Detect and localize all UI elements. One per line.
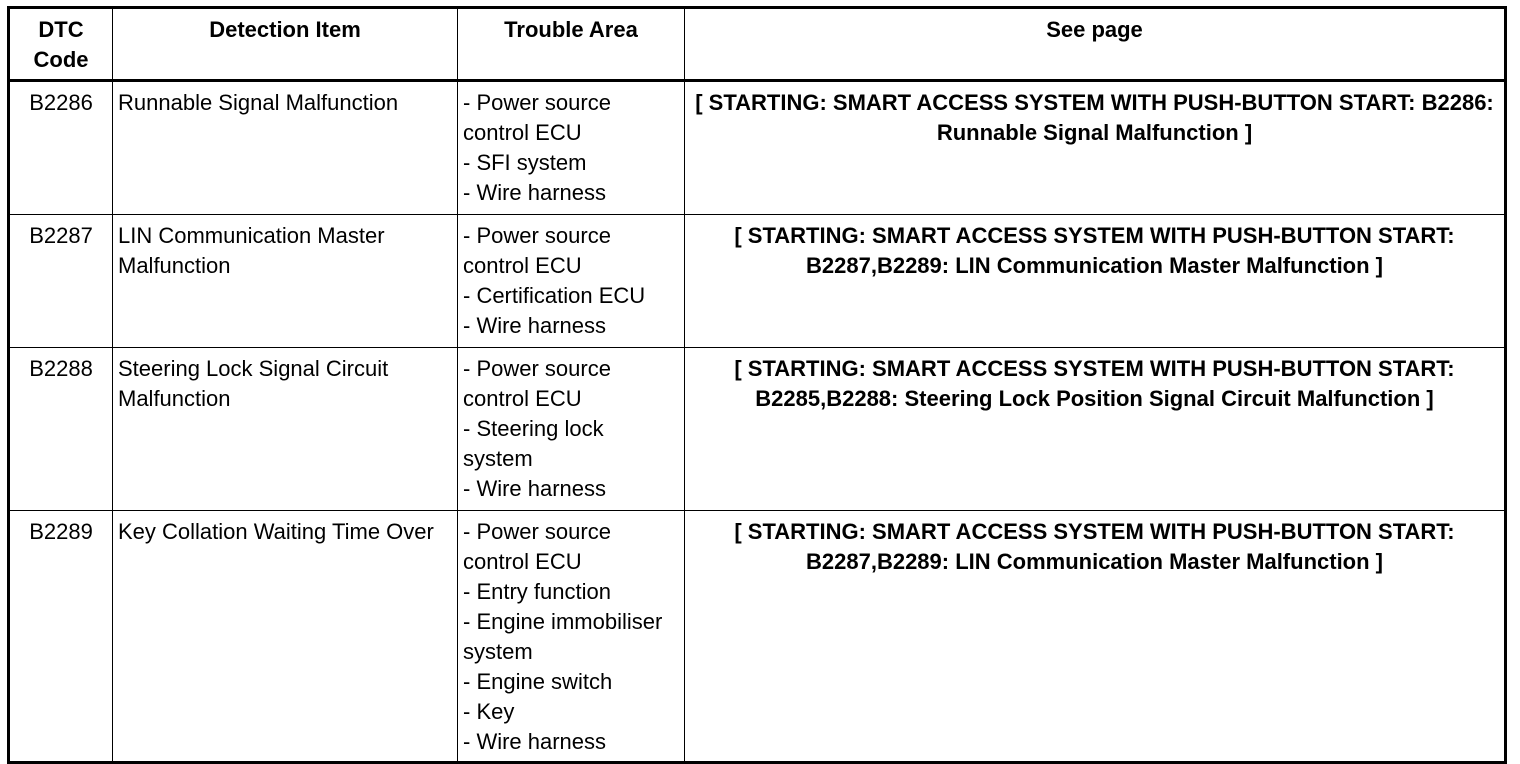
trouble-area-line: - Power source control ECU (463, 356, 611, 411)
header-see-page: See page (685, 8, 1506, 81)
trouble-area-line: - SFI system (463, 150, 587, 175)
detection-item-cell: Steering Lock Signal Circuit Malfunction (113, 348, 458, 511)
see-page-link[interactable]: [ STARTING: SMART ACCESS SYSTEM WITH PUSH-BUTTON START: B2285,B2288: Steering Lock Position Signal Circuit Malfunction ] (685, 348, 1506, 511)
table-row (9, 81, 1506, 215)
trouble-area-cell (458, 81, 685, 215)
trouble-area-line: - Wire harness (463, 476, 607, 501)
table-header-row (9, 8, 1506, 81)
trouble-area-line: - Steering lock system (463, 416, 604, 471)
see-page-link[interactable]: [ STARTING: SMART ACCESS SYSTEM WITH PUSH-BUTTON START: B2286: Runnable Signal Malfunction ] (685, 81, 1506, 215)
trouble-area-line: - Wire harness (463, 313, 607, 338)
trouble-area-cell (458, 511, 685, 763)
detection-item-cell: Key Collation Waiting Time Over (113, 511, 458, 763)
table-row (9, 215, 1506, 348)
trouble-area-line: - Certification ECU (463, 283, 646, 308)
trouble-area-line: - Wire harness (463, 729, 607, 754)
trouble-area-line: - Power source control ECU (463, 223, 611, 278)
detection-item-cell: Runnable Signal Malfunction (113, 81, 458, 215)
dtc-table (7, 6, 1507, 764)
trouble-area-line: - Power source control ECU (463, 519, 611, 574)
header-trouble-area: Trouble Area (458, 8, 685, 81)
trouble-area-line: - Engine immobiliser system (463, 609, 663, 664)
trouble-area-cell (458, 215, 685, 348)
dtc-code-cell: B2287 (9, 215, 113, 348)
trouble-area-line: - Engine switch (463, 669, 613, 694)
trouble-area-line: - Entry function (463, 579, 611, 604)
trouble-area-line: - Key (463, 699, 515, 724)
dtc-code-cell: B2289 (9, 511, 113, 763)
see-page-link[interactable]: [ STARTING: SMART ACCESS SYSTEM WITH PUSH-BUTTON START: B2287,B2289: LIN Communication Master Malfunction ] (685, 511, 1506, 763)
detection-item-cell: LIN Communication Master Malfunction (113, 215, 458, 348)
see-page-link[interactable]: [ STARTING: SMART ACCESS SYSTEM WITH PUSH-BUTTON START: B2287,B2289: LIN Communication Master Malfunction ] (685, 215, 1506, 348)
header-dtc-code: DTC Code (9, 8, 113, 81)
trouble-area-line: - Wire harness (463, 180, 607, 205)
header-detection-item: Detection Item (113, 8, 458, 81)
table-row (9, 511, 1506, 763)
table-row (9, 348, 1506, 511)
trouble-area-line: - Power source control ECU (463, 90, 611, 145)
dtc-code-cell: B2288 (9, 348, 113, 511)
trouble-area-cell (458, 348, 685, 511)
dtc-code-cell: B2286 (9, 81, 113, 215)
